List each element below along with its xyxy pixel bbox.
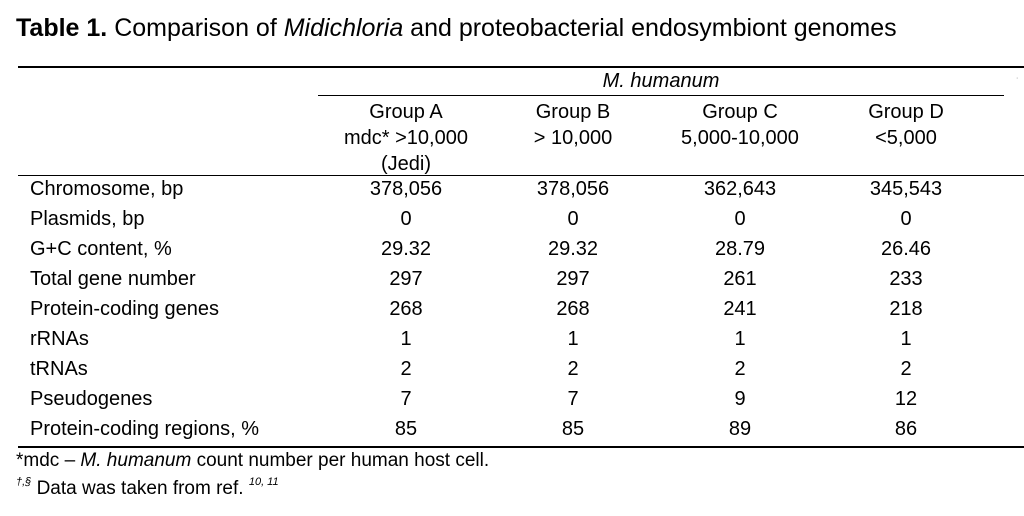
table-row-plasmids	[0, 204, 1024, 234]
top-rule	[18, 66, 1024, 68]
cell-group-c: 28.79	[714, 238, 766, 260]
cell-group-d: 26.46	[880, 238, 932, 260]
cell-group-a: 297	[389, 268, 423, 290]
table-row-total-genes	[0, 264, 1024, 294]
cell-group-b: 1	[567, 328, 579, 350]
cell-group-c: 2	[734, 358, 746, 380]
group-a-range: mdc* >10,000	[344, 127, 468, 149]
row-label: Total gene number	[30, 268, 196, 290]
row-label: tRNAs	[30, 358, 88, 380]
table-label: Table 1.	[16, 14, 108, 42]
cell-group-c: 1	[734, 328, 746, 350]
group-b-header	[483, 99, 663, 151]
cell-group-c: 362,643	[703, 178, 777, 200]
cell-group-d: 345,543	[869, 178, 943, 200]
cell-group-c: 0	[734, 208, 746, 230]
row-label: G+C content, %	[30, 238, 172, 260]
cell-group-d: 86	[894, 418, 918, 440]
table-row-chromosome	[0, 174, 1024, 204]
footnote-reference-numbers: 10, 11	[248, 476, 279, 488]
table-body	[0, 174, 1024, 444]
row-label: Plasmids, bp	[30, 208, 145, 230]
bottom-rule	[18, 446, 1024, 448]
group-d-range: <5,000	[875, 127, 937, 149]
cell-group-a: 2	[400, 358, 412, 380]
footnote-mdc	[16, 450, 489, 472]
cell-group-d: 12	[894, 388, 918, 410]
cell-group-a: 85	[394, 418, 418, 440]
cell-group-b: 29.32	[547, 238, 599, 260]
table-row-trnas	[0, 354, 1024, 384]
cell-group-c: 9	[734, 388, 746, 410]
group-b-name: Group B	[535, 101, 611, 123]
group-a-note: (Jedi)	[380, 153, 431, 175]
title-text-after: and proteobacterial endosymbiont genomes	[410, 14, 897, 42]
footnote-mdc-suffix: count number per human host cell.	[196, 450, 490, 471]
cell-group-b: 378,056	[536, 178, 610, 200]
title-italic-genus: Midichloria	[283, 14, 404, 42]
title-text-before: Comparison of	[114, 14, 277, 42]
footnote-marks: †,§	[16, 476, 32, 488]
row-label: Protein-coding genes	[30, 298, 220, 320]
cell-group-a: 29.32	[380, 238, 432, 260]
footnote-mdc-prefix: *mdc –	[16, 450, 76, 471]
cell-group-b: 268	[556, 298, 590, 320]
cell-group-d: 233	[889, 268, 923, 290]
cell-group-d: 0	[900, 208, 912, 230]
row-label: Protein-coding regions, %	[30, 418, 260, 440]
table-row-rrnas	[0, 324, 1024, 354]
cell-group-d: 218	[889, 298, 923, 320]
cell-group-a: 7	[400, 388, 412, 410]
footnote-mdc-species: M. humanum	[80, 450, 192, 471]
table-row-pseudogenes	[0, 384, 1024, 414]
group-c-range: 5,000-10,000	[681, 127, 799, 149]
row-label: rRNAs	[30, 328, 89, 350]
cell-group-d: 2	[900, 358, 912, 380]
edge-mark: ˙	[1016, 77, 1020, 88]
group-d-name: Group D	[868, 101, 944, 123]
cell-group-c: 241	[723, 298, 757, 320]
table-row-gc-content	[0, 234, 1024, 264]
species-header: M. humanum	[602, 70, 720, 92]
table-title	[16, 14, 897, 43]
table-row-protein-coding-regions	[0, 414, 1024, 444]
cell-group-b: 2	[567, 358, 579, 380]
cell-group-b: 297	[556, 268, 590, 290]
species-rule	[318, 95, 1004, 96]
group-d-header	[816, 99, 996, 151]
row-label: Chromosome, bp	[30, 178, 184, 200]
group-b-range: > 10,000	[533, 127, 613, 149]
footnote-reference	[16, 476, 279, 500]
cell-group-b: 0	[567, 208, 579, 230]
cell-group-a: 268	[389, 298, 423, 320]
group-c-header	[650, 99, 830, 151]
group-a-name: Group A	[369, 101, 443, 123]
cell-group-b: 85	[561, 418, 585, 440]
group-a-header	[316, 99, 496, 177]
cell-group-a: 0	[400, 208, 412, 230]
row-label: Pseudogenes	[30, 388, 153, 410]
cell-group-c: 261	[723, 268, 757, 290]
cell-group-d: 1	[900, 328, 912, 350]
cell-group-c: 89	[728, 418, 752, 440]
cell-group-a: 378,056	[369, 178, 443, 200]
cell-group-b: 7	[567, 388, 579, 410]
footnote-reference-text: Data was taken from ref.	[36, 478, 244, 499]
table-row-protein-coding-genes	[0, 294, 1024, 324]
cell-group-a: 1	[400, 328, 412, 350]
group-c-name: Group C	[702, 101, 778, 123]
